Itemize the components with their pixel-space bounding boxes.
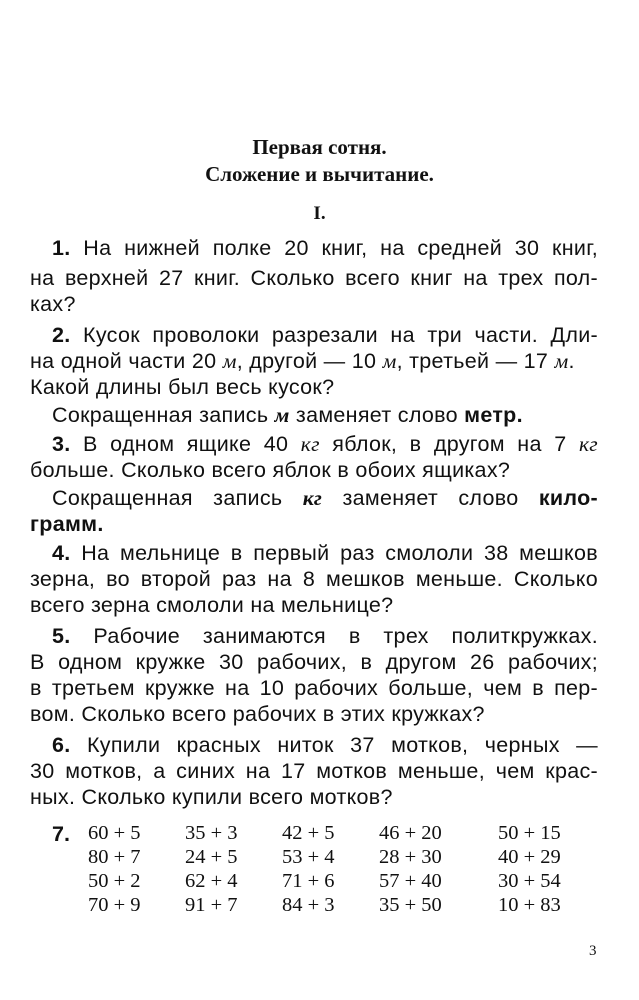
problem-3-text-1a: В одном ящике 40	[83, 432, 301, 456]
note-3-unit: кг	[302, 486, 323, 510]
exercise-7-expression: 46 + 20	[379, 822, 442, 844]
unit-kg-2: кг	[578, 432, 598, 456]
chapter-title: Первая сотня.	[252, 135, 387, 159]
problem-2-note	[52, 403, 523, 428]
problem-4-line-3: всего зерна смололи на мельнице?	[30, 593, 394, 617]
exercise-7-expression: 80 + 7	[88, 846, 141, 868]
exercise-7-expression: 91 + 7	[185, 894, 238, 916]
problem-5-text-1: Рабочие занимаются в трех политкружках.	[93, 624, 598, 648]
problem-6-number: 6.	[52, 733, 71, 757]
unit-m-3: м	[554, 349, 569, 373]
exercise-7-expression: 70 + 9	[88, 894, 141, 916]
problem-3-line-1	[52, 432, 598, 457]
problem-3-note-continued: грамм.	[30, 512, 104, 536]
exercise-7-expression: 71 + 6	[282, 870, 335, 892]
note-2-word: метр.	[464, 403, 523, 427]
problem-6-text-1: Купили красных ниток 37 мотков, черных —	[86, 733, 598, 757]
problem-1-number: 1.	[52, 236, 71, 260]
exercise-7-row	[88, 894, 608, 920]
exercise-7-expression: 42 + 5	[282, 822, 335, 844]
problem-2-line-3: Какой длины был весь кусок?	[30, 375, 335, 399]
exercise-7-expression: 35 + 50	[379, 894, 442, 916]
note-2-text-b: заменяет слово	[289, 403, 465, 427]
note-2-text-a: Сокращенная запись	[52, 403, 275, 427]
problem-2-text-2a: на одной части 20	[30, 349, 223, 373]
note-2-unit: м	[274, 403, 290, 427]
problem-6-line-2: 30 мотков, а синих на 17 мотков меньше, чем крас-	[30, 759, 598, 783]
exercise-7-expression: 62 + 4	[185, 870, 238, 892]
problem-1-line-3: ках?	[30, 292, 76, 316]
exercise-7-expression: 57 + 40	[379, 870, 442, 892]
section-numeral: I.	[313, 203, 326, 224]
note-3-word-1: кило-	[538, 486, 598, 510]
page-number: 3	[589, 943, 597, 959]
exercise-7-row	[88, 870, 608, 896]
exercise-7-row	[88, 822, 608, 848]
problem-2-text-2c: , третьей — 17	[396, 349, 555, 373]
problem-3-line-2: больше. Сколько всего яблок в обоих ящиках?	[30, 458, 511, 482]
exercise-7-expression: 53 + 4	[282, 846, 335, 868]
problem-2-text-1: Кусок проволоки разрезали на три части. Дли-	[83, 323, 599, 347]
problem-3-note	[52, 486, 598, 511]
exercise-7-expression: 50 + 2	[88, 870, 141, 892]
problem-2-line-2	[30, 349, 598, 374]
problem-4-line-2: зерна, во второй раз на 8 мешков меньше. Сколько	[30, 567, 598, 591]
problem-2-number: 2.	[52, 323, 71, 347]
chapter-subtitle: Сложение и вычитание.	[205, 162, 434, 186]
exercise-7-expression: 40 + 29	[498, 846, 561, 868]
exercise-7-expression: 50 + 15	[498, 822, 561, 844]
note-3-text-b: заменяет слово	[322, 486, 539, 510]
problem-4-text-1: На мельнице в первый раз смололи 38 мешков	[81, 541, 598, 565]
exercise-7-row	[88, 846, 608, 872]
exercise-7-expression: 10 + 83	[498, 894, 561, 916]
problem-6-line-3: ных. Сколько купили всего мотков?	[30, 785, 393, 809]
problem-2-text-2b: , другой — 10	[236, 349, 383, 373]
exercise-7-number: 7.	[52, 822, 70, 846]
problem-2-text-2d: .	[568, 349, 575, 373]
problem-5-line-1	[52, 624, 598, 649]
unit-m-1: м	[222, 349, 237, 373]
problem-5-line-4: вом. Сколько всего рабочих в этих кружках?	[30, 702, 485, 726]
exercise-7-expression: 28 + 30	[379, 846, 442, 868]
exercise-7-expression: 24 + 5	[185, 846, 238, 868]
unit-m-2: м	[382, 349, 397, 373]
problem-4-line-1	[52, 541, 598, 566]
problem-2-line-1	[52, 323, 598, 348]
problem-1-line-1	[52, 236, 598, 261]
exercise-7-expression: 60 + 5	[88, 822, 141, 844]
problem-1-line-2: на верхней 27 книг. Сколько всего книг на трех пол-	[30, 266, 598, 290]
problem-3-text-1b: яблок, в другом на 7	[319, 432, 579, 456]
problem-5-number: 5.	[52, 624, 71, 648]
problem-5-line-2: В одном кружке 30 рабочих, в другом 26 рабочих;	[30, 650, 598, 674]
problem-1-text-1: На нижней полке 20 книг, на средней 30 книг,	[83, 236, 598, 260]
problem-3-number: 3.	[52, 432, 71, 456]
unit-kg-1: кг	[300, 432, 320, 456]
exercise-7-expression: 30 + 54	[498, 870, 561, 892]
note-3-text-a: Сокращенная запись	[52, 486, 303, 510]
exercise-7-expression: 35 + 3	[185, 822, 238, 844]
problem-5-line-3: в третьем кружке на 10 рабочих больше, чем в пер-	[30, 676, 598, 700]
problem-6-line-1	[52, 733, 598, 758]
problem-4-number: 4.	[52, 541, 71, 565]
exercise-7-expression: 84 + 3	[282, 894, 335, 916]
